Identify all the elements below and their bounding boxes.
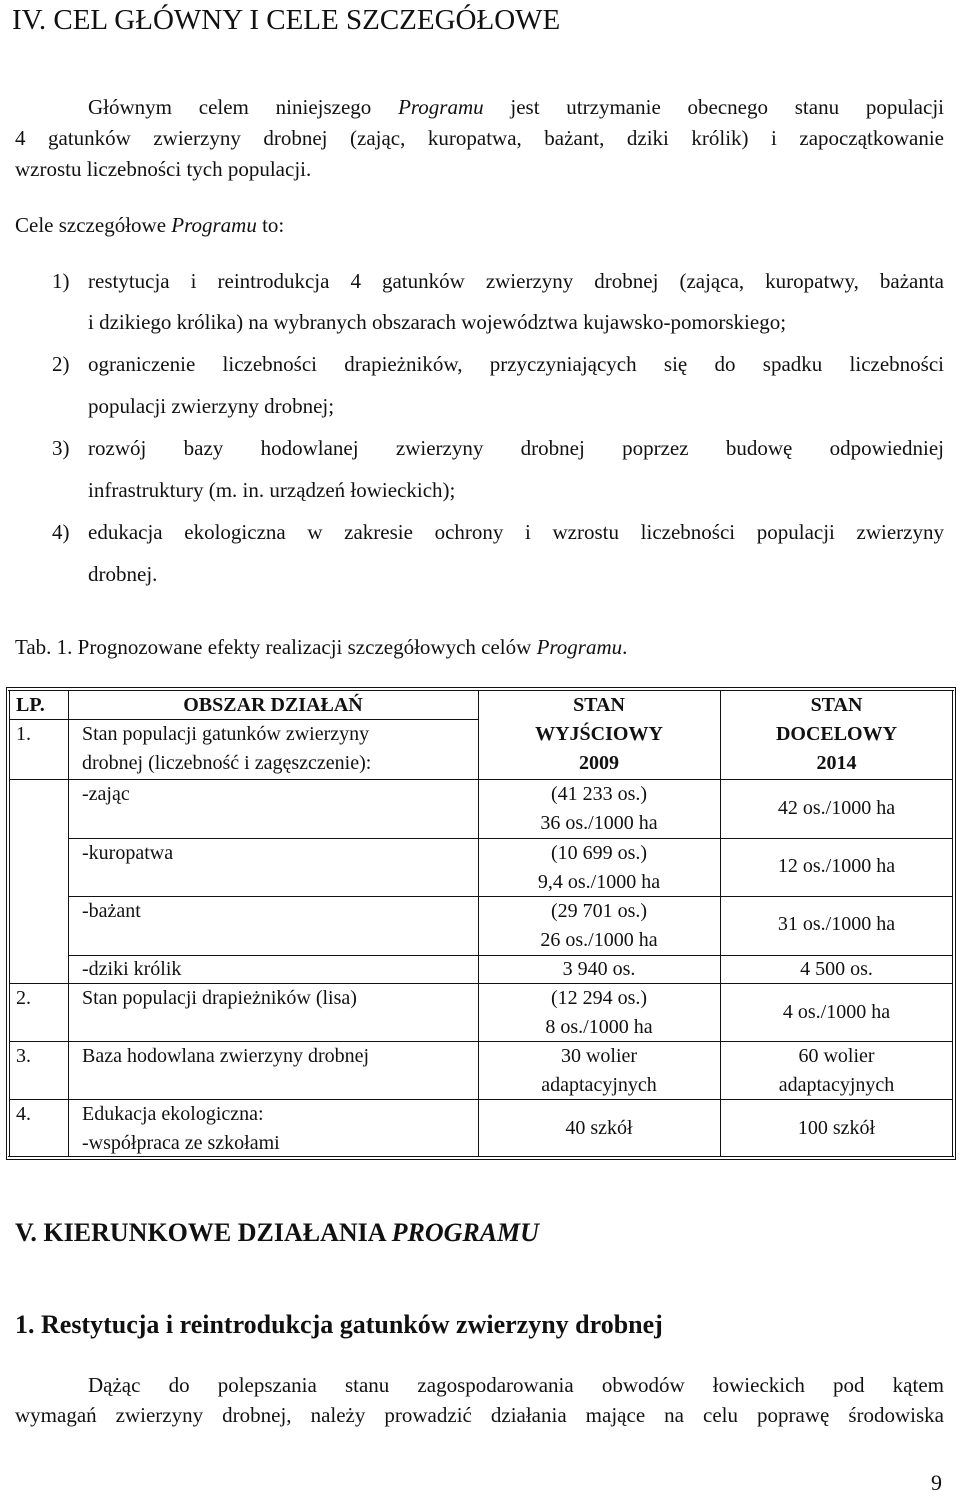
table-header-area: OBSZAR DZIAŁAŃ	[183, 694, 363, 716]
species-target-value: 31 os./1000 ha	[777, 913, 896, 935]
table-row-line	[9, 983, 952, 984]
row-2-target-value: 4 os./1000 ha	[782, 1001, 891, 1023]
table-row-line	[9, 719, 478, 720]
row-4-label: Edukacja ekologiczna: -współpraca ze szkołami	[82, 1103, 280, 1154]
intro-line-1: Głównym celem niniejszego Programu jest utrzymanie obecnego stanu populacji	[88, 95, 944, 119]
species-name: -kuropatwa	[82, 842, 174, 864]
row-3-label: Baza hodowlana zwierzyny drobnej	[82, 1045, 370, 1067]
goal-3-line-1: rozwój bazy hodowlanej zwierzyny drobnej poprzez budowę odpowiedniej	[88, 436, 944, 460]
goal-number: 1)	[52, 269, 70, 293]
goal-1-line-1: restytucja i reintrodukcja 4 gatunków zwierzyny drobnej (zająca, kuropatwy, bażanta	[88, 269, 944, 293]
table-row-line	[68, 896, 952, 897]
intro-line-3: wzrostu liczebności tych populacji.	[15, 157, 312, 181]
section-v-para-line-1: Dążąc do polepszania stanu zagospodarowania obwodów łowieckich pod kątem	[88, 1373, 944, 1397]
species-name: -bażant	[82, 900, 141, 922]
species-target-value: 42 os./1000 ha	[777, 797, 896, 819]
intro-line-2: 4 gatunków zwierzyny drobnej (zając, kuropatwa, bażant, dziki królik) i zapoczątkowanie	[15, 126, 944, 150]
table-border	[9, 690, 10, 1157]
row-4-number: 4.	[16, 1103, 31, 1125]
row-2-label: Stan populacji drapieżników (lisa)	[82, 987, 357, 1009]
row-3-start-value: 30 wolier adaptacyjnych	[541, 1045, 657, 1096]
table-header-lp: LP.	[16, 694, 45, 716]
table-border	[8, 690, 954, 691]
goal-number: 4)	[52, 520, 70, 544]
table-border	[8, 1156, 954, 1157]
goal-4-line-1: edukacja ekologiczna w zakresie ochrony i wzrostu liczebności populacji zwierzyny	[88, 520, 944, 544]
page-number: 9	[931, 1470, 942, 1495]
subsection-title: 1. Restytucja i reintrodukcja gatunków zwierzyny drobnej	[15, 1310, 663, 1339]
goal-1-line-2: i dzikiego królika) na wybranych obszarach województwa kujawsko-pomorskiego;	[88, 310, 787, 334]
row-4-start-value: 40 szkół	[565, 1117, 633, 1139]
row-3-number: 3.	[16, 1045, 31, 1067]
species-start-value: 3 940 os.	[562, 958, 636, 980]
species-name: -dziki królik	[82, 958, 182, 980]
section-v-title: V. KIERUNKOWE DZIAŁANIA PROGRAMU	[15, 1218, 539, 1247]
table-caption: Tab. 1. Prognozowane efekty realizacji szczegółowych celów Programu.	[15, 635, 628, 659]
table-header-target: STAN DOCELOWY 2014	[775, 694, 898, 774]
row-2-number: 2.	[16, 987, 31, 1009]
goal-number: 3)	[52, 436, 70, 460]
row-3-target-value: 60 wolier adaptacyjnych	[778, 1045, 895, 1096]
table-border	[955, 687, 956, 1160]
table-row-line	[9, 779, 952, 780]
section-v-para-line-2: wymagań zwierzyny drobnej, należy prowadzić działania mające na celu poprawę środowiska	[15, 1403, 944, 1427]
species-target-value: 12 os./1000 ha	[777, 855, 896, 877]
row-4-target-value: 100 szkół	[797, 1117, 876, 1139]
table-row-line	[9, 1041, 952, 1042]
row-2-start-value: (12 294 os.) 8 os./1000 ha	[545, 987, 653, 1038]
goal-4-line-2: drobnej.	[88, 562, 158, 586]
table-row-line	[9, 1099, 952, 1100]
section-iv-title: IV. CEL GŁÓWNY I CELE SZCZEGÓŁOWE	[12, 4, 561, 36]
table-border	[6, 687, 956, 688]
species-name: -zając	[82, 783, 130, 805]
species-target-value: 4 500 os.	[800, 958, 873, 980]
species-start-value: (29 701 os.) 26 os./1000 ha	[540, 900, 658, 951]
table-border	[6, 1159, 956, 1160]
goal-2-line-1: ograniczenie liczebności drapieżników, przyczyniających się do spadku liczebności	[88, 352, 944, 376]
row-1-label: Stan populacji gatunków zwierzyny drobnej (liczebność i zagęszczenie):	[82, 723, 372, 774]
table-col-line	[68, 690, 69, 1157]
species-start-value: (10 699 os.) 9,4 os./1000 ha	[537, 842, 661, 893]
species-start-value: (41 233 os.) 36 os./1000 ha	[540, 783, 658, 834]
table-row-line	[68, 955, 952, 956]
table-header-start: STAN WYJŚCIOWY 2009	[535, 694, 663, 774]
row-1-number: 1.	[16, 723, 31, 745]
goals-intro: Cele szczegółowe Programu to:	[15, 213, 285, 237]
goal-2-line-2: populacji zwierzyny drobnej;	[88, 394, 335, 418]
goal-3-line-2: infrastruktury (m. in. urządzeń łowieckich);	[88, 478, 456, 502]
table-border	[6, 687, 7, 1160]
goal-number: 2)	[52, 352, 70, 376]
table-row-line	[68, 838, 952, 839]
